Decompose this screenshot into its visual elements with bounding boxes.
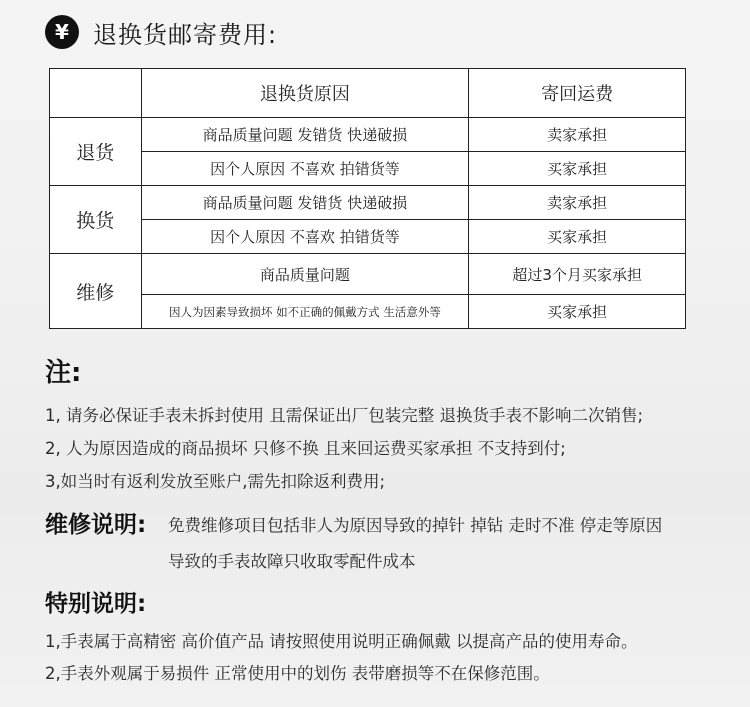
title-row — [45, 12, 277, 52]
reason-cell: 商品质量问题 发错货 快递破损 — [141, 186, 469, 220]
fee-cell: 买家承担 — [469, 220, 686, 254]
header-fee: 寄回运费 — [469, 69, 686, 118]
special-heading: 特别说明: — [45, 591, 147, 617]
repair-text-line: 免费维修项目包括非人为原因导致的掉针 掉钻 走时不准 停走等原因 — [168, 516, 663, 535]
reason-cell: 因人为因素导致损坏 如不正确的佩戴方式 生活意外等 — [141, 295, 469, 329]
table-row — [50, 295, 686, 329]
header-empty-cell — [50, 69, 142, 118]
note-line: 1, 请务必保证手表未拆封使用 且需保证出厂包装完整 退换货手表不影响二次销售; — [45, 406, 644, 425]
special-line: 2,手表外观属于易损件 正常使用中的划伤 表带磨损等不在保修范围。 — [45, 664, 550, 683]
category-exchange: 换货 — [50, 186, 142, 254]
notes-heading: 注: — [45, 358, 82, 388]
table-header-row — [50, 69, 686, 118]
fee-cell: 卖家承担 — [469, 186, 686, 220]
reason-cell: 因个人原因 不喜欢 拍错货等 — [141, 220, 469, 254]
fee-cell: 买家承担 — [469, 295, 686, 329]
table-row — [50, 118, 686, 152]
table-row — [50, 254, 686, 295]
special-line: 1,手表属于高精密 高价值产品 请按照使用说明正确佩戴 以提高产品的使用寿命。 — [45, 632, 638, 651]
table-row — [50, 220, 686, 254]
reason-cell: 因个人原因 不喜欢 拍错货等 — [141, 152, 469, 186]
category-return: 退货 — [50, 118, 142, 186]
reason-cell: 商品质量问题 发错货 快递破损 — [141, 118, 469, 152]
note-line: 2, 人为原因造成的商品损坏 只修不换 且来回运费买家承担 不支持到付; — [45, 439, 566, 458]
table-row — [50, 186, 686, 220]
fee-cell: 超过3个月买家承担 — [469, 254, 686, 295]
shipping-fee-table — [49, 68, 686, 329]
repair-heading: 维修说明: — [45, 512, 147, 538]
reason-cell: 商品质量问题 — [141, 254, 469, 295]
yen-icon: ¥ — [45, 15, 79, 49]
page-title: 退换货邮寄费用: — [93, 20, 278, 49]
header-reason: 退换货原因 — [141, 69, 469, 118]
fee-cell: 买家承担 — [469, 152, 686, 186]
repair-text-line: 导致的手表故障只收取零配件成本 — [168, 552, 416, 571]
category-repair: 维修 — [50, 254, 142, 329]
table-row — [50, 152, 686, 186]
fee-cell: 卖家承担 — [469, 118, 686, 152]
note-line: 3,如当时有返利发放至账户,需先扣除返利费用; — [45, 472, 386, 491]
